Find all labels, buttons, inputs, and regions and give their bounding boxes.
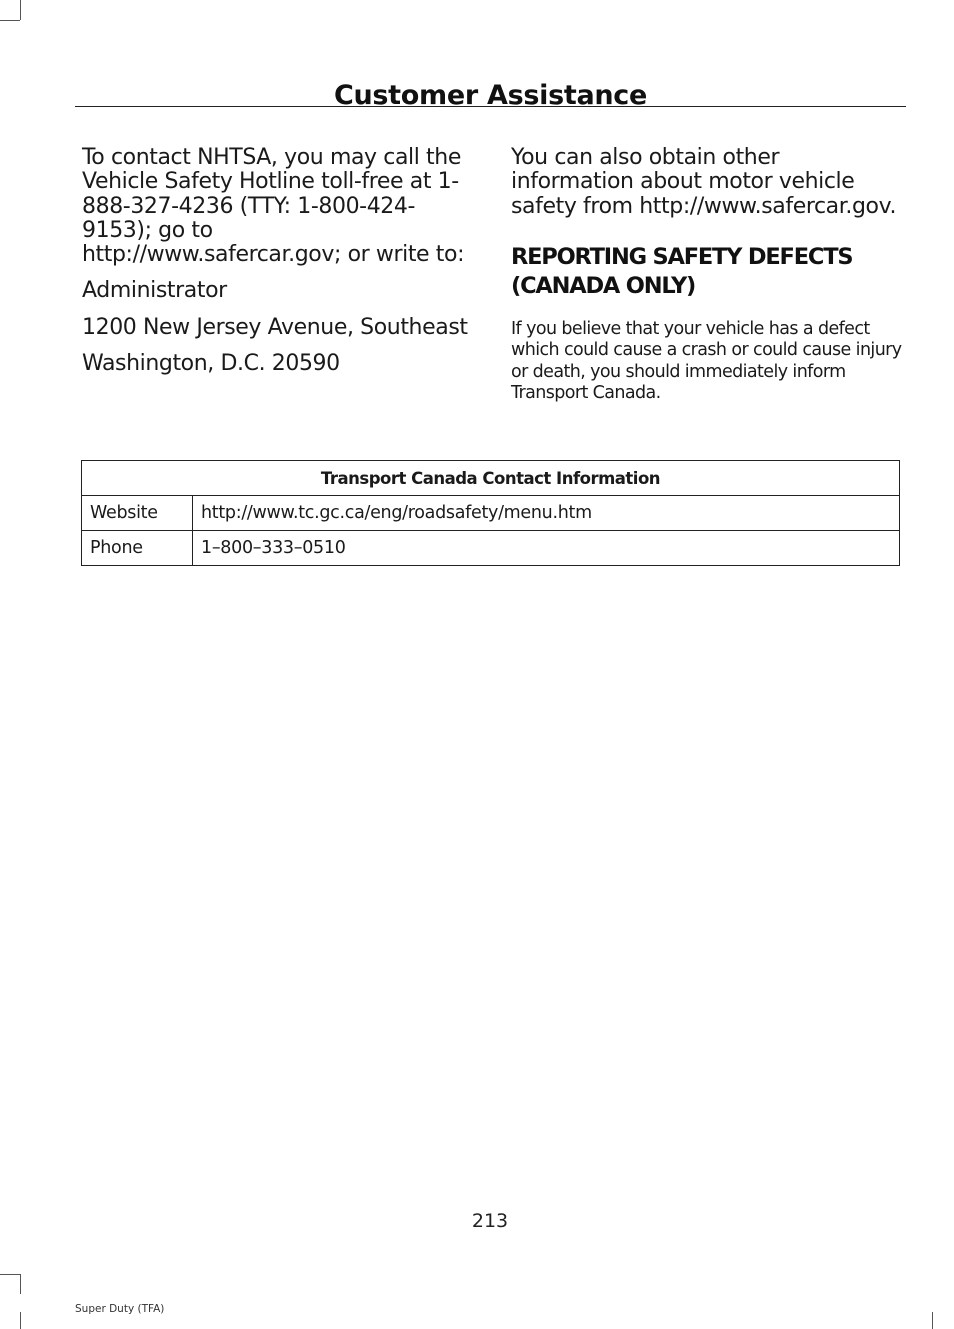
table-cell-value: 1–800–333–0510 [193,531,900,566]
defect-report-paragraph: If you believe that your vehicle has a defect which could cause a crash or could cause injury or death, you should immediately inform Transport Canada. [511,318,902,404]
table-row [82,531,900,566]
crop-mark-top-left-vertical [20,0,21,20]
crop-mark-bottom-right-vertical [932,1312,933,1329]
crop-mark-bottom-left-horizontal [0,1274,20,1275]
table-cell-label: Phone [82,531,193,566]
crop-mark-bottom-left-vertical [20,1312,21,1329]
crop-mark-bottom-left-side [20,1274,21,1294]
page-number: 213 [471,1210,509,1232]
page-title: Customer Assistance [333,80,648,112]
address-line-city: Washington, D.C. 20590 [82,351,340,377]
address-line-administrator: Administrator [82,278,227,304]
table-title: Transport Canada Contact Information [82,461,900,496]
title-divider [75,106,906,107]
left-column [82,146,474,388]
crop-mark-top-left-horizontal [0,20,20,21]
table-row [82,496,900,531]
footer-model-label: Super Duty (TFA) [75,1303,165,1315]
address-line-street: 1200 New Jersey Avenue, Southeast [82,314,468,340]
right-column [511,146,903,405]
table-cell-value: http://www.tc.gc.ca/eng/roadsafety/menu.htm [193,496,900,531]
nhtsa-contact-paragraph: To contact NHTSA, you may call the Vehicle Safety Hotline toll-free at 1-888-327-4236 (TTY: 1-800-424-9153); go to http://www.safercar.gov; or write to: [82,145,465,268]
transport-canada-contact-table [81,460,900,566]
safercar-paragraph: You can also obtain other information about motor vehicle safety from http://www.safercar.gov. [511,145,897,219]
table-cell-label: Website [82,496,193,531]
section-heading-reporting-defects: REPORTING SAFETY DEFECTS (CANADA ONLY) [511,243,853,299]
table-header-row [82,461,900,496]
